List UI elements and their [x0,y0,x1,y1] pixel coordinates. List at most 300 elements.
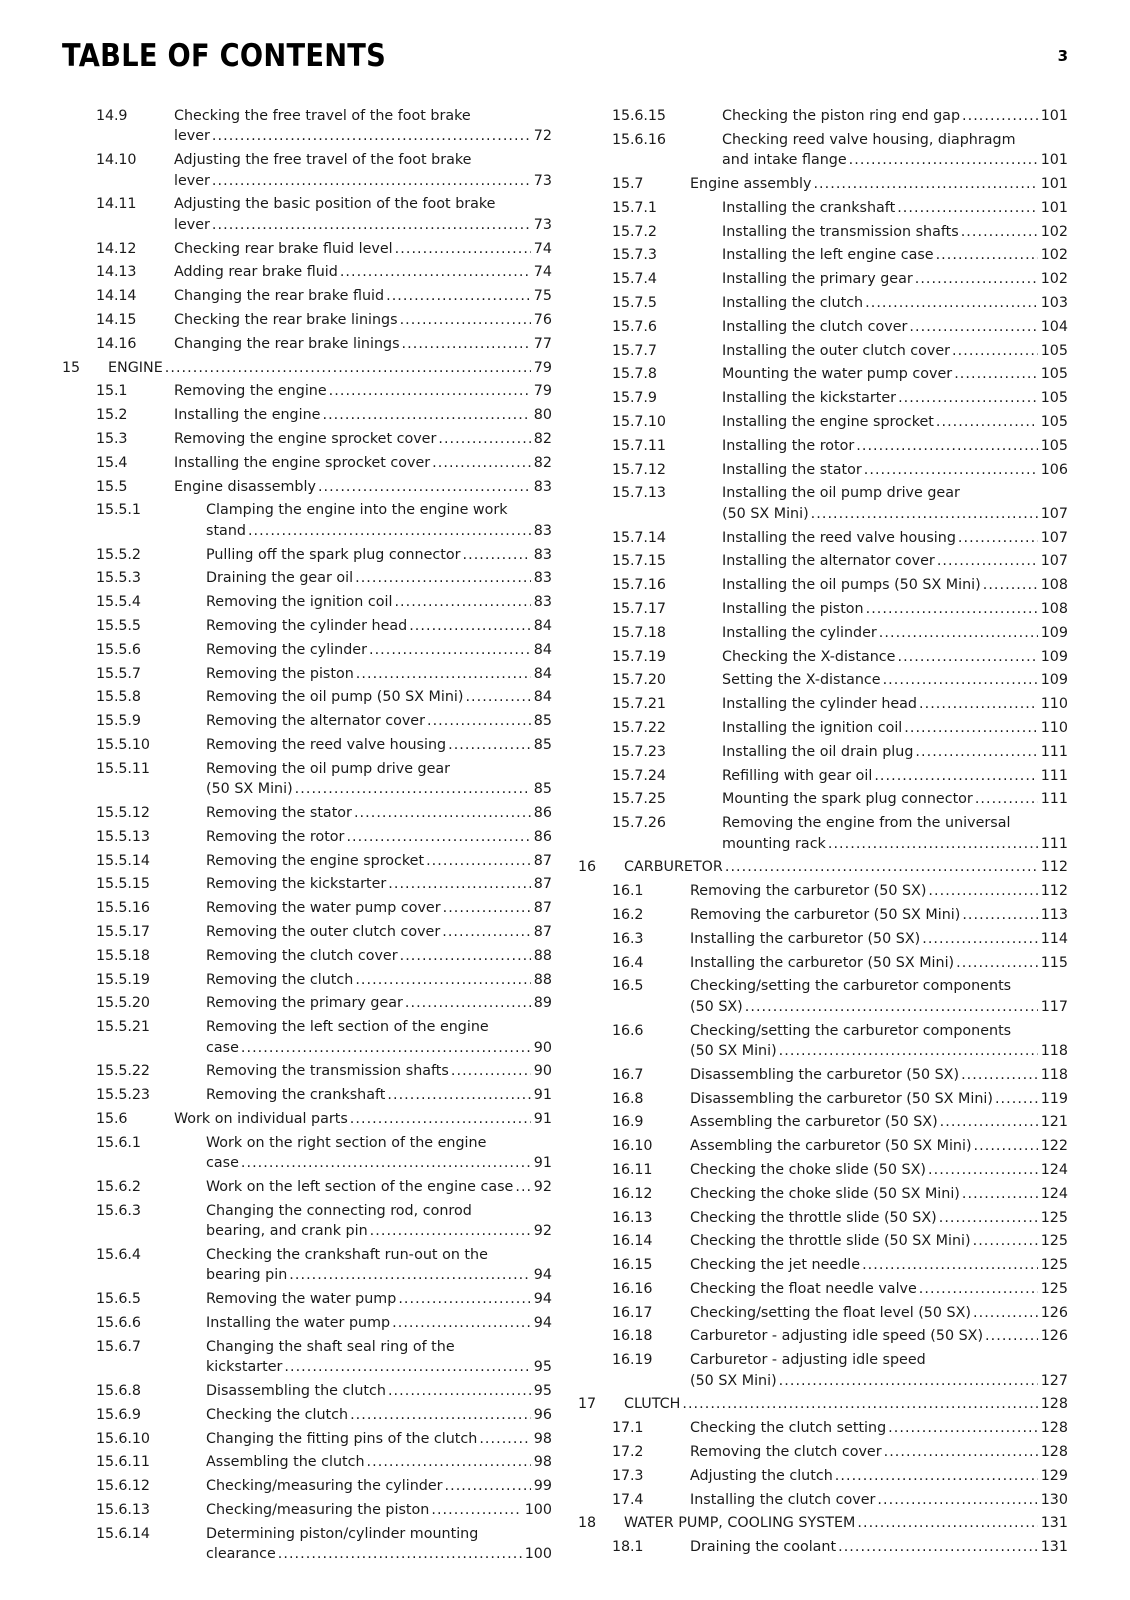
toc-entry[interactable] [62,1245,552,1286]
dot-leader [445,1476,531,1496]
toc-entry[interactable] [578,623,1068,643]
toc-entry-number: 15.7.6 [612,318,657,335]
toc-entry-number: 15.5.7 [96,665,141,682]
toc-entry[interactable] [62,616,552,636]
toc-entry[interactable] [62,1133,552,1174]
toc-entry[interactable] [578,575,1068,595]
toc-entry-title: Changing the rear brake linings [174,335,400,352]
toc-entry-body [206,735,552,755]
toc-entry[interactable] [578,929,1068,949]
toc-entry-number: 15.5.19 [96,971,150,988]
toc-entry[interactable] [62,310,552,330]
toc-entry[interactable] [62,1017,552,1058]
dot-leader [779,1371,1038,1391]
toc-entry-number: 14.9 [96,108,128,124]
toc-entry[interactable] [578,1160,1068,1180]
toc-entry[interactable] [62,286,552,306]
toc-entry[interactable] [62,545,552,565]
dot-leader [725,857,1038,877]
toc-entry-body [690,1418,1068,1438]
toc-entry[interactable] [578,1537,1068,1557]
toc-entry-title: Assembling the carburetor (50 SX) [690,1114,938,1131]
toc-entry[interactable] [62,640,552,660]
toc-entry[interactable] [62,262,552,282]
toc-entry-title: Checking/measuring the piston [206,1501,430,1518]
toc-entry[interactable] [578,412,1068,432]
toc-entry-page: 126 [1040,1304,1068,1321]
toc-entry[interactable] [578,1231,1068,1251]
toc-entry-body [206,993,552,1013]
toc-entry[interactable] [62,1381,552,1401]
toc-entry-body [206,711,552,731]
toc-entry[interactable] [578,1184,1068,1204]
toc-entry-page: 101 [1040,199,1068,216]
toc-entry-page: 128 [1040,1420,1068,1437]
toc-entry[interactable] [578,670,1068,690]
toc-entry[interactable] [62,500,552,541]
toc-entry[interactable] [62,735,552,755]
toc-entry[interactable] [578,1279,1068,1299]
toc-entry-page: 92 [533,1223,552,1240]
toc-entry-number: 17.4 [612,1491,644,1508]
toc-entry[interactable] [578,222,1068,242]
toc-entry-title: Removing the clutch cover [206,947,398,964]
toc-entry-page: 92 [533,1178,552,1195]
toc-entry-page: 103 [1040,294,1068,311]
toc-entry-number: 15.7.4 [612,271,657,288]
toc-entry[interactable] [578,1418,1068,1438]
toc-entry-body [174,1109,552,1129]
toc-entry[interactable] [578,1326,1068,1346]
toc-entry-number: 16.8 [612,1090,644,1107]
toc-entry-body [206,1245,552,1286]
toc-entry-body [690,1537,1068,1557]
toc-entry-number: 16.16 [612,1280,653,1297]
toc-entry-title: Removing the primary gear [206,995,403,1012]
toc-entry-page: 87 [533,852,552,869]
toc-entry[interactable] [578,1021,1068,1062]
toc-entry-number: 16.14 [612,1233,653,1250]
toc-entry-number: 15.7.16 [612,577,666,594]
toc-entry[interactable] [62,1452,552,1472]
toc-entry-body [206,500,552,541]
toc-entry-number: 14.12 [96,240,137,257]
toc-entry-body [174,262,552,282]
toc-entry-body [722,388,1068,408]
toc-entry-number: 15.5.2 [96,546,141,563]
dot-leader [329,381,531,401]
toc-entry-body [206,1177,552,1197]
toc-entry-title: Removing the outer clutch cover [206,923,441,940]
toc-entry[interactable] [578,436,1068,456]
toc-entry[interactable] [578,317,1068,337]
toc-entry-title: Installing the clutch [722,294,864,311]
toc-entry-title: Mounting the water pump cover [722,366,953,383]
toc-entry[interactable] [578,364,1068,384]
toc-entry-page: 100 [524,1546,552,1563]
toc-entry[interactable] [578,198,1068,218]
toc-entry[interactable] [578,1394,1068,1414]
toc-entry[interactable] [578,742,1068,762]
toc-entry-number: 15.7.1 [612,199,657,216]
toc-entry[interactable] [62,1177,552,1197]
toc-entry-page: 83 [533,570,552,587]
dot-leader [879,623,1038,643]
dot-leader [212,126,531,146]
dot-leader [367,1452,531,1472]
toc-entry-title: (50 SX Mini) [206,781,293,798]
toc-entry[interactable] [62,898,552,918]
toc-entry[interactable] [578,813,1068,854]
toc-entry[interactable] [62,711,552,731]
toc-entry[interactable] [578,1208,1068,1228]
toc-entry-number: 15.6.12 [96,1478,150,1495]
toc-entry[interactable] [62,429,552,449]
toc-entry-title: Changing the fitting pins of the clutch [206,1430,478,1447]
toc-entry-title: Removing the reed valve housing [206,736,447,753]
toc-entry-page: 105 [1040,366,1068,383]
toc-entry-body [206,1337,552,1378]
toc-entry[interactable] [578,245,1068,265]
toc-entry[interactable] [578,1490,1068,1510]
toc-entry-body [722,412,1068,432]
toc-entry[interactable] [62,358,552,378]
toc-entry-title: Removing the piston [206,665,354,682]
dot-leader [973,1303,1038,1323]
toc-entry-body [174,194,552,235]
toc-entry-body [722,575,1068,595]
toc-entry-title: mounting rack [722,835,826,852]
toc-entry-title: Removing the water pump [206,1291,397,1308]
dot-leader [248,521,531,541]
dot-leader [958,528,1038,548]
toc-entry-page: 73 [533,172,552,189]
toc-entry-body [690,174,1068,194]
toc-entry[interactable] [578,1089,1068,1109]
toc-entry[interactable] [62,1085,552,1105]
toc-entry-title: Checking the X-distance [722,648,896,665]
dot-leader [426,851,531,871]
toc-entry[interactable] [62,851,552,871]
toc-entry-title: Installing the engine [174,407,321,424]
toc-entry-page: 101 [1040,108,1068,124]
toc-entry-page: 126 [1040,1328,1068,1345]
toc-entry[interactable] [62,1289,552,1309]
toc-entry[interactable] [578,718,1068,738]
dot-leader [919,1279,1038,1299]
dot-leader [479,1429,530,1449]
toc-entry[interactable] [62,150,552,191]
toc-entry-page: 83 [533,546,552,563]
toc-entry[interactable] [62,946,552,966]
toc-entry-page: 131 [1040,1539,1068,1556]
dot-leader [400,946,531,966]
toc-entry-number: 15.7.12 [612,461,666,478]
toc-entry-number: 15.7.3 [612,247,657,264]
toc-entry-number: 15.7.9 [612,390,657,407]
toc-entry-number: 15.5.4 [96,594,141,611]
toc-entry[interactable] [578,881,1068,901]
toc-entry-number: 15.7.15 [612,553,666,570]
dot-leader [278,1544,522,1564]
toc-entry[interactable] [62,687,552,707]
toc-entry-number: 15.7.7 [612,342,657,359]
toc-entry-title: Draining the coolant [690,1539,837,1556]
toc-entry-title: Checking the free travel of the foot brake [174,108,471,124]
toc-entry[interactable] [62,1201,552,1242]
toc-entry-page: 113 [1040,906,1068,923]
toc-entry[interactable] [62,239,552,259]
toc-entry-body [174,405,552,425]
toc-entry-title: CARBURETOR [624,859,723,876]
dot-leader [954,364,1038,384]
toc-entry[interactable] [578,483,1068,524]
dot-leader [939,1208,1038,1228]
toc-entry-page: 131 [1040,1515,1068,1532]
toc-entry[interactable] [62,1405,552,1425]
toc-entry[interactable] [578,976,1068,1017]
toc-entry-title: Installing the left engine case [722,247,934,264]
toc-entry-title: Checking the clutch [206,1406,349,1423]
toc-entry-body [690,905,1068,925]
toc-entry-title: Installing the engine sprocket cover [174,454,431,471]
toc-entry[interactable] [578,647,1068,667]
toc-entry-body [722,198,1068,218]
toc-entry-page: 95 [533,1382,552,1399]
toc-entry-body [206,616,552,636]
toc-entry-number: 15.7.5 [612,294,657,311]
toc-entry-number: 15.6.16 [612,131,666,148]
dot-leader [212,171,531,191]
toc-entry[interactable] [578,388,1068,408]
toc-entry-number: 16.3 [612,930,644,947]
toc-entry-body [206,851,552,871]
toc-entry-page: 105 [1040,342,1068,359]
toc-entry[interactable] [578,269,1068,289]
toc-entry-page: 108 [1040,600,1068,617]
toc-entry[interactable] [578,1466,1068,1486]
toc-entry-title: bearing, and crank pin [206,1223,368,1240]
toc-entry-title: Determining piston/cylinder mounting [206,1525,479,1542]
toc-entry-number: 14.11 [96,196,137,213]
toc-entry-number: 15.4 [96,454,128,471]
toc-entry[interactable] [578,694,1068,714]
toc-entry[interactable] [62,568,552,588]
toc-entry[interactable] [578,130,1068,171]
toc-entry[interactable] [62,827,552,847]
toc-entry-body [206,874,552,894]
toc-entry-page: 124 [1040,1185,1068,1202]
toc-entry[interactable] [62,453,552,473]
toc-entry[interactable] [62,1337,552,1378]
toc-entry[interactable] [578,1513,1068,1533]
dot-leader [442,922,531,942]
toc-entry-number: 15.6.10 [96,1430,150,1447]
toc-entry-title: lever [174,128,210,145]
dot-leader [811,504,1038,524]
toc-entry[interactable] [62,334,552,354]
toc-entry[interactable] [578,766,1068,786]
dot-leader [402,334,531,354]
toc-entry[interactable] [578,1065,1068,1085]
toc-entry[interactable] [62,194,552,235]
toc-entry-page: 102 [1040,247,1068,264]
toc-entry[interactable] [62,592,552,612]
toc-entry[interactable] [62,1524,552,1565]
toc-entry-body [722,647,1068,667]
toc-entry[interactable] [578,341,1068,361]
toc-entry-page: 109 [1040,672,1068,689]
toc-entry-title: Disassembling the carburetor (50 SX) [690,1066,960,1083]
toc-entry-title: Checking/measuring the cylinder [206,1478,443,1495]
toc-entry-title: Engine disassembly [174,478,316,495]
toc-entry-number: 15 [62,359,80,376]
toc-entry-title: Checking the choke slide (50 SX Mini) [690,1185,960,1202]
toc-entry-title: lever [174,172,210,189]
toc-entry[interactable] [578,857,1068,877]
dot-leader [857,1513,1037,1533]
dot-leader [961,1065,1038,1085]
toc-entry[interactable] [62,1500,552,1520]
toc-entry[interactable] [62,874,552,894]
toc-entry-body [722,789,1068,809]
toc-entry[interactable] [62,381,552,401]
toc-entry[interactable] [62,477,552,497]
toc-entry[interactable] [62,993,552,1013]
toc-entry[interactable] [62,922,552,942]
toc-entry-page: 118 [1040,1042,1068,1059]
toc-entry[interactable] [62,803,552,823]
toc-entry-body [690,1184,1068,1204]
dot-leader [369,640,531,660]
toc-entry-title: Carburetor - adjusting idle speed (50 SX) [690,1328,984,1345]
toc-entry-number: 16.9 [612,1114,644,1131]
toc-entry-title: Installing the stator [722,461,862,478]
toc-entry-body [206,759,552,800]
toc-entry-body [206,827,552,847]
toc-entry-number: 15.5.6 [96,641,141,658]
toc-entry[interactable] [578,293,1068,313]
toc-entry-page: 86 [533,804,552,821]
toc-entry[interactable] [62,970,552,990]
toc-entry[interactable] [578,106,1068,126]
toc-entry-page: 124 [1040,1161,1068,1178]
toc-entry-page: 95 [533,1359,552,1376]
dot-leader [961,222,1038,242]
dot-leader [849,150,1038,170]
toc-entry-number: 15.6.7 [96,1338,141,1355]
toc-entry-body [722,436,1068,456]
toc-entry-page: 105 [1040,413,1068,430]
toc-entry-title: Removing the engine [174,383,327,400]
toc-entry-body [206,1476,552,1496]
dot-leader [835,1466,1038,1486]
toc-entry[interactable] [62,405,552,425]
toc-entry-number: 15.5.13 [96,828,150,845]
toc-entry-number: 15.6.6 [96,1314,141,1331]
toc-entry-body [690,1160,1068,1180]
dot-leader [340,262,531,282]
toc-entry[interactable] [578,1255,1068,1275]
toc-entry[interactable] [578,1136,1068,1156]
toc-entry-page: 84 [533,665,552,682]
toc-entry[interactable] [62,1429,552,1449]
toc-entry[interactable] [578,599,1068,619]
toc-entry-body [206,545,552,565]
toc-entry-page: 125 [1040,1280,1068,1297]
toc-entry[interactable] [578,528,1068,548]
toc-entry-page: 85 [533,713,552,730]
toc-entry-page: 84 [533,617,552,634]
dot-leader [813,174,1037,194]
dot-leader [936,412,1038,432]
toc-entry[interactable] [62,1313,552,1333]
toc-entry-body [206,1017,552,1058]
toc-entry-body [174,150,552,191]
toc-entry-title: Removing the kickstarter [206,876,387,893]
toc-entry[interactable] [578,551,1068,571]
toc-entry-number: 15.6.15 [612,108,666,124]
toc-entry[interactable] [62,1109,552,1129]
toc-entry-body [206,1405,552,1425]
toc-entry[interactable] [62,1061,552,1081]
toc-entry[interactable] [578,174,1068,194]
toc-entry-body [690,1021,1068,1062]
toc-entry-title: Installing the crankshaft [722,199,896,216]
toc-entry-title: (50 SX Mini) [690,1042,777,1059]
toc-entry-number: 15.5.8 [96,689,141,706]
dot-leader [856,436,1037,456]
toc-entry-title: Installing the oil pump drive gear [722,485,960,502]
toc-entry[interactable] [578,1112,1068,1132]
toc-entry-body [722,483,1068,524]
toc-entry-title: Setting the X-distance [722,672,881,689]
dot-leader [388,874,531,894]
toc-entry-page: 89 [533,995,552,1012]
toc-entry-number: 16.10 [612,1138,653,1155]
toc-entry[interactable] [578,1350,1068,1391]
toc-entry[interactable] [578,905,1068,925]
dot-leader [915,742,1037,762]
dot-leader [289,1265,531,1285]
toc-entry[interactable] [578,1442,1068,1462]
dot-leader [909,317,1037,337]
dot-leader [350,1109,531,1129]
dot-leader [387,1085,530,1105]
toc-entry-title: Draining the gear oil [206,570,354,587]
toc-entry-page: 79 [533,359,552,376]
dot-leader [318,477,531,497]
toc-entry[interactable] [578,789,1068,809]
toc-entry[interactable] [62,664,552,684]
toc-entry-page: 112 [1040,859,1068,876]
toc-entry[interactable] [62,759,552,800]
toc-entry[interactable] [62,106,552,147]
toc-entry[interactable] [578,1303,1068,1323]
toc-entry-number: 14.10 [96,152,137,169]
toc-entry-page: 107 [1040,553,1068,570]
toc-entry[interactable] [62,1476,552,1496]
toc-entry[interactable] [578,953,1068,973]
toc-entry-page: 100 [524,1501,552,1518]
toc-entry-number: 15.3 [96,430,128,447]
toc-entry-number: 15.1 [96,383,128,400]
toc-entry-page: 88 [533,947,552,964]
toc-entry[interactable] [578,460,1068,480]
toc-entry-page: 101 [1040,152,1068,169]
toc-entry-body [206,1061,552,1081]
dot-leader [682,1394,1037,1414]
